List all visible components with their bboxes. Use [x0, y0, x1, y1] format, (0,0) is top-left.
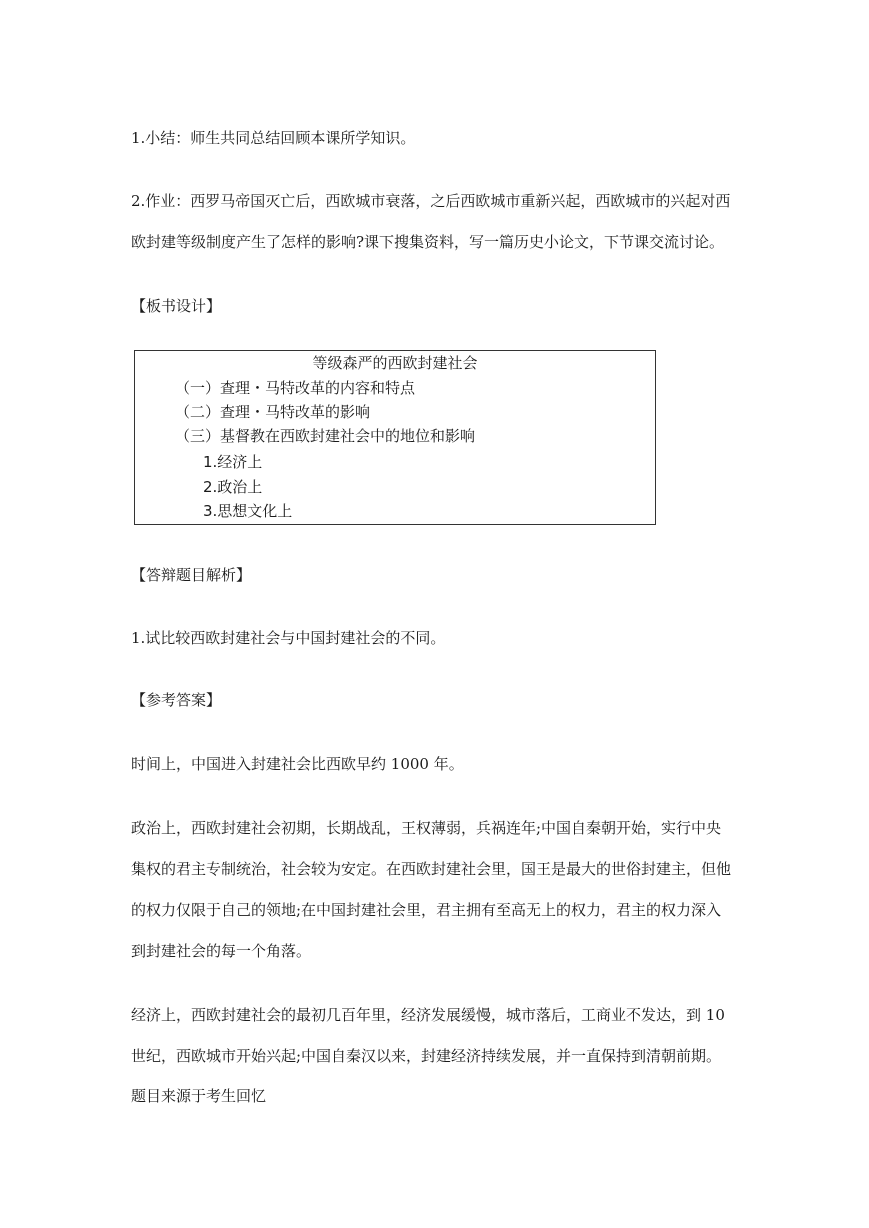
board-title: 等级森严的西欧封建社会 — [312, 354, 478, 372]
board-design-heading: 【板书设计】 — [131, 297, 222, 315]
answer-economy-line-2: 世纪，西欧城市开始兴起;中国自秦汉以来，封建经济持续发展，并一直保持到清朝前期。 — [131, 1047, 722, 1065]
board-item-3: （三）基督教在西欧封建社会中的地位和影响 — [175, 427, 476, 445]
board-subitem-3: 3.思想文化上 — [203, 502, 293, 520]
answer-heading: 【参考答案】 — [131, 691, 222, 709]
board-subitem-1: 1.经济上 — [203, 453, 263, 471]
summary-paragraph: 1.小结：师生共同总结回顾本课所学知识。 — [131, 129, 416, 147]
answer-politics-line-4: 到封建社会的每一个角落。 — [131, 942, 312, 960]
board-design-box — [134, 350, 656, 525]
source-note: 题目来源于考生回忆 — [131, 1087, 267, 1105]
answer-economy-line-1: 经济上，西欧封建社会的最初几百年里，经济发展缓慢，城市落后，工商业不发达，到 10 — [131, 1006, 725, 1024]
answer-politics-line-2: 集权的君主专制统治，社会较为安定。在西欧封建社会里，国王是最大的世俗封建主，但他 — [131, 860, 732, 878]
answer-politics-line-1: 政治上，西欧封建社会初期，长期战乱，王权薄弱，兵祸连年;中国自秦朝开始，实行中央 — [131, 819, 722, 837]
board-item-1: （一）查理・马特改革的内容和特点 — [175, 379, 416, 397]
answer-politics-line-3: 的权力仅限于自己的领地;在中国封建社会里，君主拥有至高无上的权力，君主的权力深入 — [131, 901, 722, 919]
homework-paragraph-line-1: 2.作业：西罗马帝国灭亡后，西欧城市衰落，之后西欧城市重新兴起，西欧城市的兴起对西 — [131, 192, 731, 210]
qa-heading: 【答辩题目解析】 — [131, 566, 252, 584]
question-line: 1.试比较西欧封建社会与中国封建社会的不同。 — [131, 629, 446, 647]
board-subitem-2: 2.政治上 — [203, 478, 263, 496]
board-item-2: （二）查理・马特改革的影响 — [175, 403, 371, 421]
answer-time-line: 时间上，中国进入封建社会比西欧早约 1000 年。 — [131, 755, 464, 773]
homework-paragraph-line-2: 欧封建等级制度产生了怎样的影响?课下搜集资料，写一篇历史小论文，下节课交流讨论。 — [131, 233, 725, 251]
